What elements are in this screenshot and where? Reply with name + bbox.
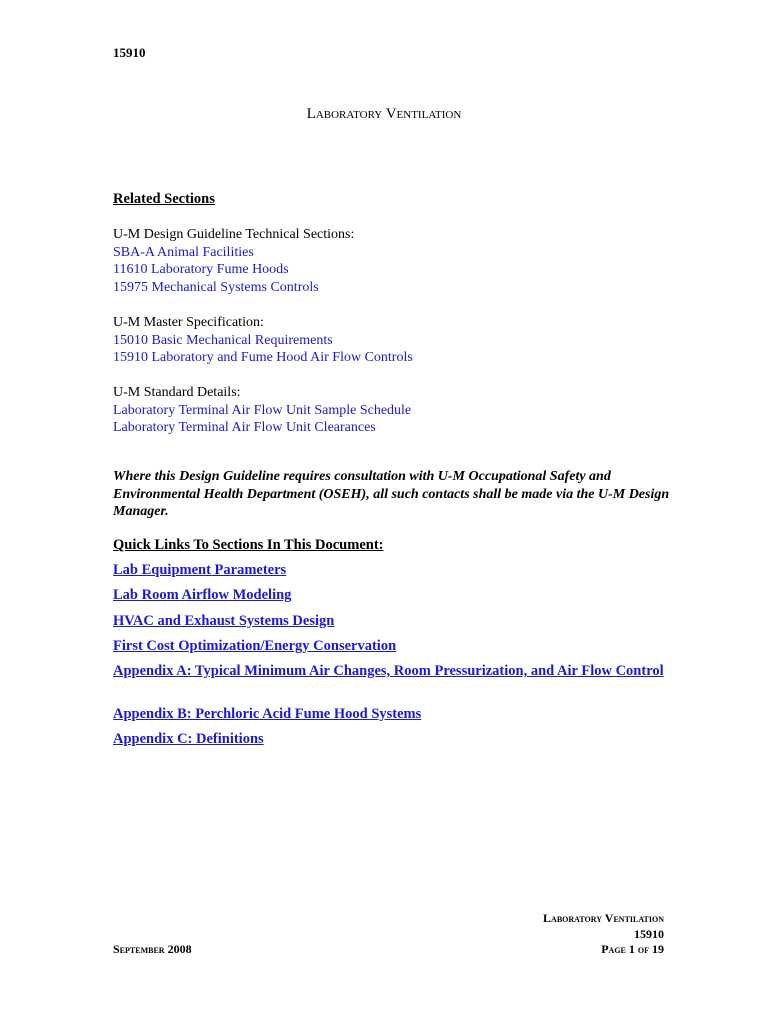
quick-link-appendix-c[interactable]: Appendix C: Definitions [113,731,264,747]
link-15910-air-flow-controls[interactable]: 15910 Laboratory and Fume Hood Air Flow Controls [113,350,413,365]
footer-doc-number: 15910 [634,927,664,941]
master-specification-group [113,314,413,367]
footer-title: Laboratory Ventilation [543,911,664,925]
quick-link-appendix-a[interactable]: Appendix A: Typical Minimum Air Changes, Room Pressurization, and Air Flow Control [113,663,664,679]
page-title: Laboratory Ventilation [306,106,462,122]
link-15010-basic-mechanical[interactable]: 15010 Basic Mechanical Requirements [113,332,333,348]
related-sections-heading: Related Sections [113,191,215,207]
link-15975-mechanical-controls[interactable]: 15975 Mechanical Systems Controls [113,279,319,295]
quick-link-airflow-modeling[interactable]: Lab Room Airflow Modeling [113,587,292,603]
quick-links-heading: Quick Links To Sections In This Document: [113,537,384,553]
design-guideline-group [113,226,354,296]
link-11610-fume-hoods[interactable]: 11610 Laboratory Fume Hoods [113,262,289,277]
link-sample-schedule[interactable]: Laboratory Terminal Air Flow Unit Sample Schedule [113,402,412,418]
group-label: U-M Design Guideline Technical Sections: [113,227,355,242]
quick-link-hvac-exhaust[interactable]: HVAC and Exhaust Systems Design [113,613,335,629]
oseh-consultation-note: Where this Design Guideline requires consultation with U-M Occupational Safety and Environmental Health Department (OSEH), all such contacts shall be made via the U-M Design Manager. [113,469,670,519]
link-sba-a-animal-facilities[interactable]: SBA-A Animal Facilities [113,244,254,260]
quick-link-appendix-b[interactable]: Appendix B: Perchloric Acid Fume Hood Systems [113,706,422,722]
header-doc-number: 15910 [113,45,146,60]
group-label: U-M Master Specification: [113,315,264,330]
group-label: U-M Standard Details: [113,385,241,400]
quick-link-first-cost[interactable]: First Cost Optimization/Energy Conservation [113,638,397,654]
footer-date: September 2008 [113,942,192,956]
quick-link-lab-equipment[interactable]: Lab Equipment Parameters [113,562,287,578]
link-unit-clearances[interactable]: Laboratory Terminal Air Flow Unit Clearances [113,420,376,435]
footer-page-number: Page 1 of 19 [601,942,664,956]
standard-details-group [113,384,411,437]
